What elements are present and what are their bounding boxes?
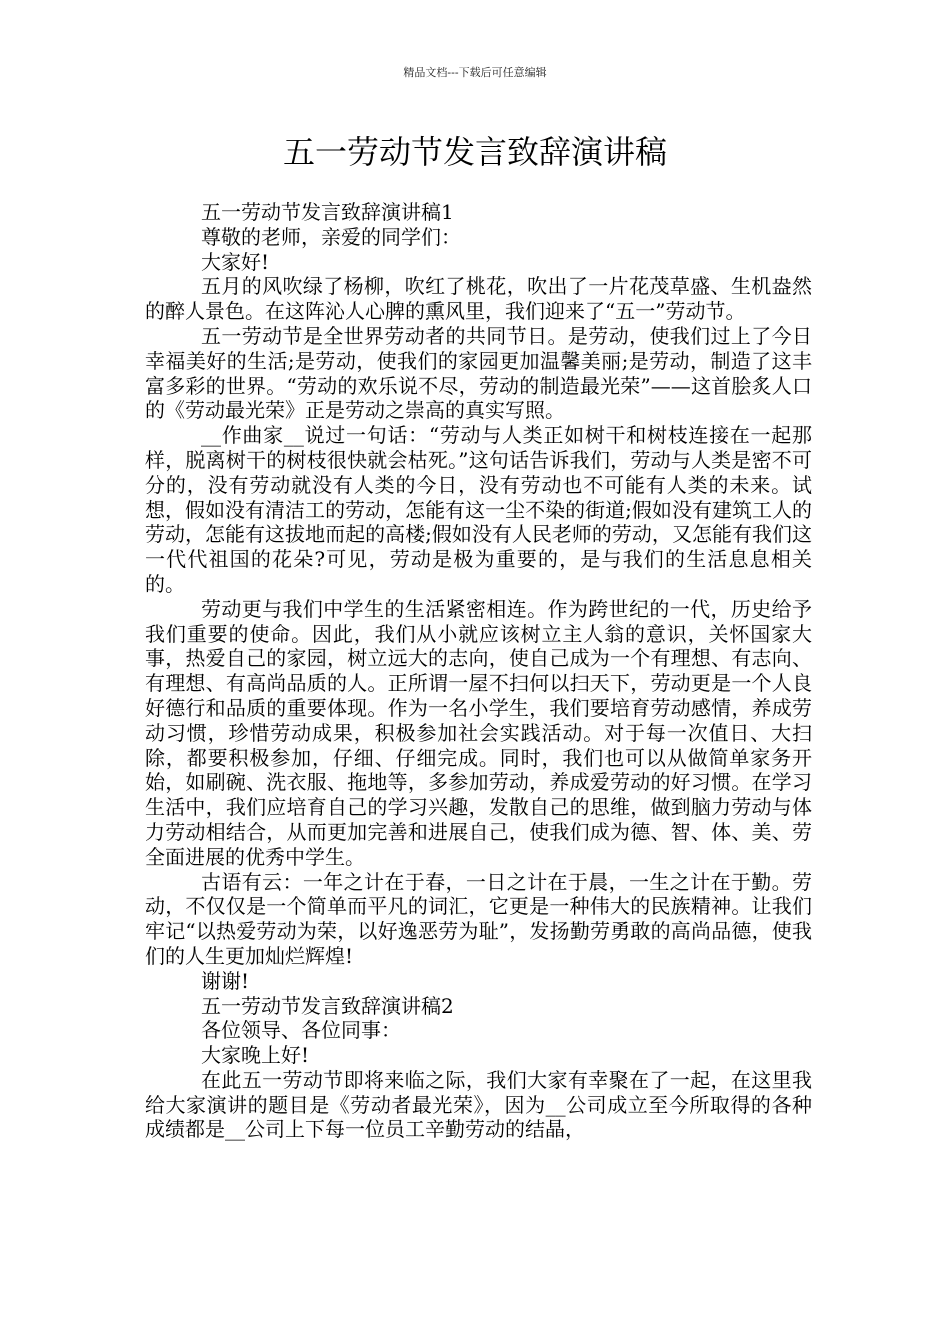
section-heading-1: 五一劳动节发言致辞演讲稿1	[201, 200, 454, 224]
section-heading-2: 五一劳动节发言致辞演讲稿2	[201, 993, 454, 1018]
paragraph: __作曲家__说过一句话：“劳动与人类正如树干和树枝连接在一起那样，脱离树干的树枝很快就会枯死。”这句话告诉我们，劳动与人类是密不可分的，没有劳动就没有人类的今日，没有劳动也不可能有人类的未来。试想，假如没有清洁工的劳动，怎能有这一尘不染的街道;假如没有建筑工人的劳动，怎能有这拔地而起的高楼;假如没有人民老师的劳动，又怎能有我们这一代代祖国的花朵?可见，劳动是极为重要的，是与我们的生活息息相关的。	[145, 423, 812, 596]
closing-thanks: 谢谢!	[201, 968, 250, 993]
paragraph: 在此五一劳动节即将来临之际，我们大家有幸聚在了一起，在这里我给大家演讲的题目是《劳动者最光荣》，因为__公司成立至今所取得的各种成绩都是__公司上下每一位员工辛勤劳动的结晶，	[145, 1067, 812, 1142]
salutation: 尊敬的老师，亲爱的同学们：	[201, 224, 461, 249]
greeting: 大家好!	[201, 249, 270, 274]
paragraph: 古语有云：一年之计在于春，一日之计在于晨，一生之计在于勤。劳动，不仅仅是一个简单而平凡的词汇，它更是一种伟大的民族精神。让我们牢记“以热爱劳动为荣，以好逸恶劳为耻”，发扬勤劳勇敢的高尚品德，使我们的人生更加灿烂辉煌!	[145, 869, 812, 968]
paragraph: 五一劳动节是全世界劳动者的共同节日。是劳动，使我们过上了今日幸福美好的生活;是劳动，使我们的家园更加温馨美丽;是劳动，制造了这丰富多彩的世界。“劳动的欢乐说不尽，劳动的制造最光荣”——这首脍炙人口的《劳动最光荣》正是劳动之崇高的真实写照。	[145, 323, 812, 423]
paragraph: 五月的风吹绿了杨柳，吹红了桃花，吹出了一片花茂草盛、生机盎然的醉人景色。在这阵沁人心脾的熏风里，我们迎来了“五一”劳动节。	[145, 274, 812, 324]
document-title: 五一劳动节发言致辞演讲稿	[282, 133, 667, 171]
document-body	[145, 200, 812, 1142]
salutation: 各位领导、各位同事：	[201, 1018, 401, 1043]
paragraph: 劳动更与我们中学生的生活紧密相连。作为跨世纪的一代，历史给予我们重要的使命。因此，我们从小就应该树立主人翁的意识，关怀国家大事，热爱自己的家园，树立远大的志向，使自己成为一个有理想、有志向、有理想、有高尚品质的人。正所谓一屋不扫何以扫天下，劳动更是一个人良好德行和品质的重要体现。作为一名小学生，我们要培育劳动感情，养成劳动习惯，珍惜劳动成果，积极参加社会实践活动。对于每一次值日、大扫除，都要积极参加，仔细、仔细完成。同时，我们也可以从做简单家务开始，如刷碗、洗衣服、拖地等，多参加劳动，养成爱劳动的好习惯。在学习生活中，我们应培育自己的学习兴趣，发散自己的思维，做到脑力劳动与体力劳动相结合，从而更加完善和进展自己，使我们成为德、智、体、美、劳全面进展的优秀中学生。	[145, 596, 812, 869]
page-header: 精品文档---下载后可任意编辑	[403, 66, 547, 79]
greeting: 大家晚上好!	[201, 1043, 310, 1068]
